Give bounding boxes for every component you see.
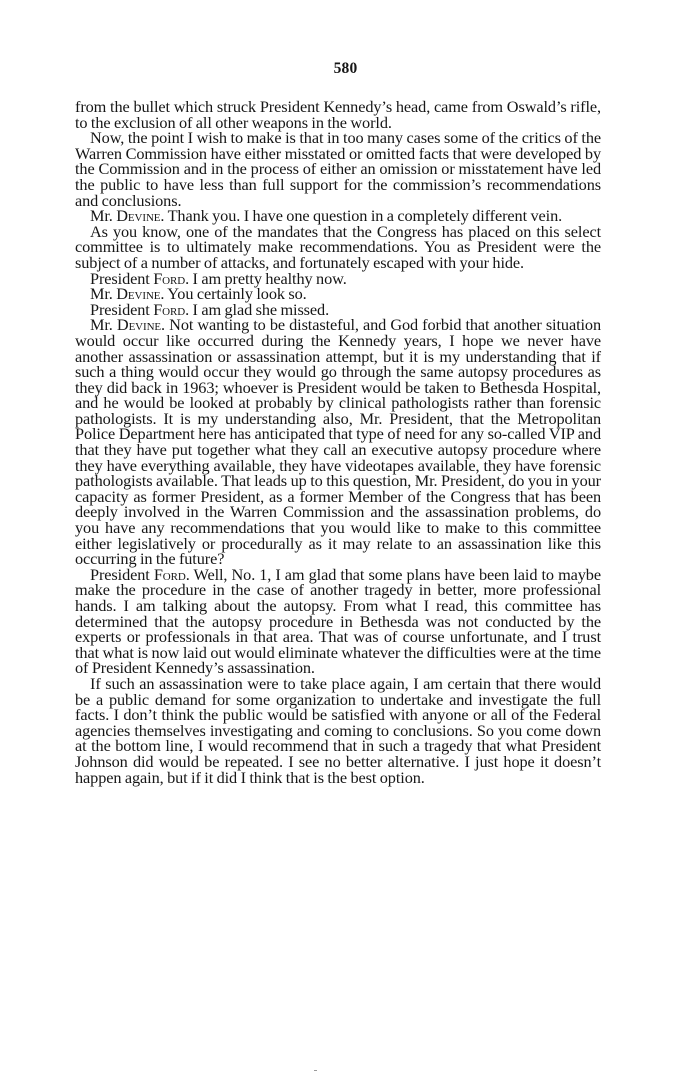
speaker-name: Devine. — [116, 284, 165, 304]
paragraph-text: I am glad she missed. — [192, 299, 330, 319]
print-mark — [314, 1070, 317, 1071]
speaker-name: Devine. — [116, 315, 166, 335]
paragraph — [75, 221, 601, 272]
paragraph-text: from the bullet which struck President Kennedy’s head, came from Oswald’s rifle, to the exclusion of all other weapons in the world. — [75, 97, 601, 132]
paragraph-text: As you know, one of the mandates that the Congress has placed on this select committee is to ultimately make recommendations. You as President were the subject of a number of attacks, and fortunately escaped with your hide. — [75, 221, 601, 272]
speaker-name: Devine. — [116, 206, 165, 226]
speaker-name: Ford. — [153, 299, 190, 319]
body-text — [75, 99, 601, 785]
paragraph — [75, 673, 601, 787]
paragraph-text: If such an assassination were to take place again, I am certain that there would be a public demand for some organization to undertake and investigate the full facts. I don’t think the public would be satisfied with anyone or all of the Federal agencies themselves investigating and coming to conclusions. So you come down at the bottom line, I would recommend that in such a tragedy that what President Johnson did would be repeated. I see no better alternative. I just hope it doesn’t happen again, but if it did I think that is the best option. — [75, 673, 601, 787]
page-number: 580 — [333, 60, 358, 77]
paragraph-text: Thank you. I have one question in a completely different vein. — [167, 206, 563, 226]
paragraph-text: I am pretty healthy now. — [192, 268, 347, 288]
speaker-title: President — [90, 299, 150, 319]
paragraph-text: Well, No. 1, I am glad that some plans have been laid to maybe make the procedure in the case of another tragedy in better, more professional hands. I am talking about the autopsy. From what I read, this committee has determined that the autopsy procedure in Bethesda was not conducted by the experts or professionals in that area. That was of course unfortunate, and I trust that what is now laid out would eliminate whatever the difficulties were at the time of President Kennedy’s assassination. — [75, 564, 601, 678]
speaker-title: Mr. — [90, 284, 113, 304]
speaker-title: President — [90, 564, 150, 584]
speaker-title: Mr. — [90, 315, 113, 335]
speaker-name: Ford. — [153, 268, 190, 288]
paragraph-text: Now, the point I wish to make is that in too many cases some of the critics of the Warren Commission have either misstated or omitted facts that were developed by the Commission and in the process of either an omission or misstatement have led the public to have less than full support for the commission’s recommendations and conclusions. — [75, 128, 601, 210]
dialogue-paragraph — [75, 317, 601, 567]
paragraph — [75, 130, 601, 208]
paragraph-continuation — [75, 99, 601, 130]
speaker-title: President — [90, 268, 150, 288]
dialogue-paragraph — [75, 564, 601, 678]
paragraph-text: Not wanting to be distasteful, and God forbid that another situation would occur like occurred during the Kennedy years, I hope we never have another assassination or assassination attempt, but it is my understanding that if such a thing would occur they would go through the same autopsy procedures as they did back in 1963; whoever is President would be taken to Bethesda Hospital, and he would be looked at probably by clinical pathologists rather than forensic pathologists. It is my understanding also, Mr. President, that the Metropolitan Police Department here has anticipated that type of need for any so-called VIP and that they have put together what they call an executive autopsy procedure where they have everything available, they have videotapes available, they have forensic pathologists available. That leads up to this question, Mr. President, do you in your capacity as former President, as a former Member of the Congress that has been deeply involved in the Warren Commission and the assassination problems, do you have any recommendations that you would like to make to this committee either legislatively or procedurally as it may relate to an assassination like this occurring in the future? — [75, 315, 601, 569]
speaker-name: Ford. — [153, 564, 190, 584]
speaker-title: Mr. — [90, 206, 113, 226]
paragraph-text: You certainly look so. — [167, 284, 307, 304]
